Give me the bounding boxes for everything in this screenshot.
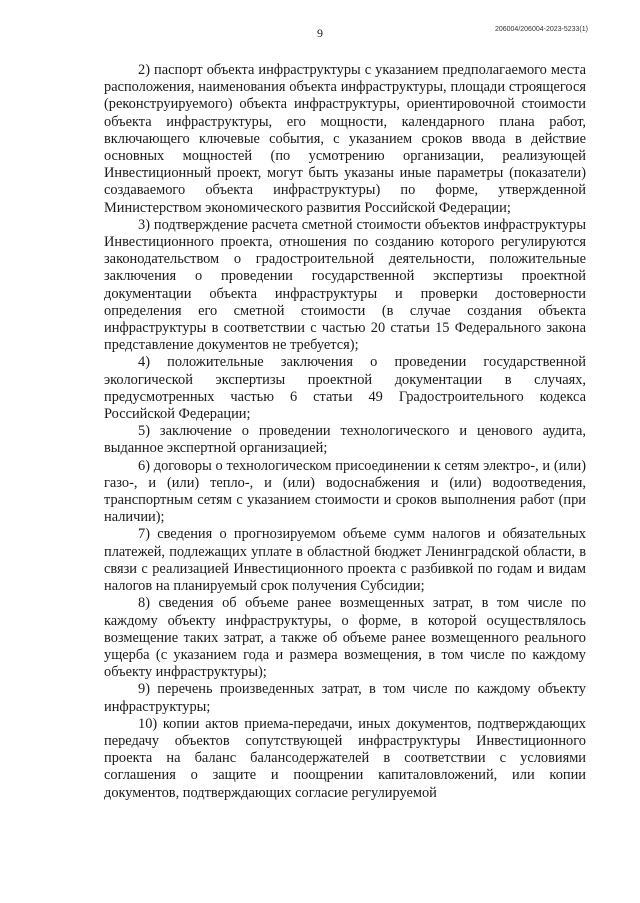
list-item-4: 4) положительные заключения о проведении государственной экологической экспертизы проектной документации в случаях, предусмотренных частью 6 статьи 49 Градостроительного кодекса Российской Федерации; [104, 354, 586, 423]
list-item-5: 5) заключение о проведении технологического и ценового аудита, выданное экспертной организацией; [104, 423, 586, 457]
list-item-3: 3) подтверждение расчета сметной стоимости объектов инфраструктуры Инвестиционного проекта, отношения по созданию которого регулируются законодательством о градостроительной деятельности, положительные заключения о проведении государственной экспертизы проектной документации объекта инфраструктуры и проверки достоверности определения его сметной стоимости (в случае создания объекта инфраструктуры в соответствии с частью 20 статьи 15 Федерального закона представление документов не требуется); [104, 216, 586, 354]
document-body [104, 62, 586, 802]
list-item-9: 9) перечень произведенных затрат, в том числе по каждому объекту инфраструктуры; [104, 681, 586, 715]
document-id: 206004/206004-2023-5233(1) [494, 26, 588, 33]
list-item-6: 6) договоры о технологическом присоединении к сетям электро-, и (или) газо-, и (или) тепло-, и (или) водоснабжения и (или) водоотведения, транспортным сетям с указанием стоимости и сроков выполнения работ (при наличии); [104, 457, 586, 526]
list-item-7: 7) сведения о прогнозируемом объеме сумм налогов и обязательных платежей, подлежащих уплате в областной бюджет Ленинградской области, в связи с реализацией Инвестиционного проекта с разбивкой по годам и видам налогов на планируемый срок получения Субсидии; [104, 526, 586, 595]
page-number: 9 [317, 26, 323, 40]
list-item-10: 10) копии актов приема-передачи, иных документов, подтверждающих передачу объектов сопутствующей инфраструктуры Инвестиционного проекта на баланс балансодержателей в соответствии с условиями соглашения о защите и поощрении капиталовложений, или копии документов, подтверждающих согласие регулируемой [104, 715, 586, 801]
list-item-2: 2) паспорт объекта инфраструктуры с указанием предполагаемого места расположения, наименования объекта инфраструктуры, площади строящегося (реконструируемого) объекта инфраструктуры, ориентировочной стоимости объекта инфраструктуры, его мощности, календарного плана работ, включающего ключевые события, с указанием сроков ввода в действие основных мощностей (по усмотрению организации, реализующей Инвестиционный проект, могут быть указаны иные параметры (показатели) создаваемого объекта инфраструктуры) по форме, утвержденной Министерством экономического развития Российской Федерации; [104, 62, 586, 216]
list-item-8: 8) сведения об объеме ранее возмещенных затрат, в том числе по каждому объекту инфраструктуры, о форме, в которой осуществлялось возмещение таких затрат, а также об объеме ранее возмещенного реального ущерба (с указанием года и размера возмещения, в том числе по каждому объекту инфраструктуры); [104, 595, 586, 681]
